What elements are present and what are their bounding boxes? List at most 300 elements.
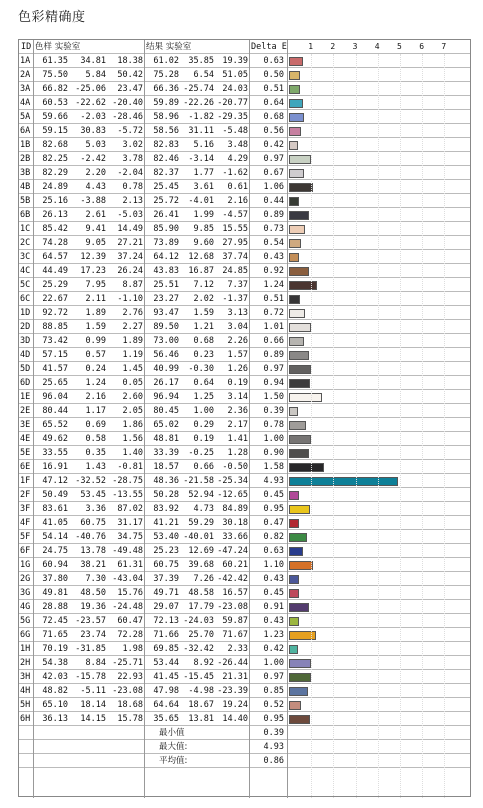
result-l: 35.65	[153, 714, 179, 724]
sample-b: 1.89	[122, 336, 143, 346]
patch-id: 2G	[20, 574, 31, 584]
delta-e-bar	[289, 421, 306, 430]
result-l: 41.45	[153, 672, 179, 682]
sample-a: 23.74	[80, 630, 106, 640]
sample-a: 1.59	[85, 322, 106, 332]
delta-e-value: 1.10	[263, 560, 284, 570]
result-a: 25.70	[188, 630, 214, 640]
result-a: 16.87	[188, 266, 214, 276]
delta-e-bar	[289, 449, 309, 458]
patch-id: 2H	[20, 658, 31, 668]
table-row	[19, 586, 470, 600]
result-a: -3.14	[188, 154, 214, 164]
summary-label: 平均值:	[159, 756, 188, 766]
sample-a: 0.58	[85, 434, 106, 444]
sample-a: 7.30	[85, 574, 106, 584]
delta-e-value: 0.66	[263, 336, 284, 346]
result-l: 47.98	[153, 686, 179, 696]
sample-l: 65.52	[42, 420, 68, 430]
result-l: 26.17	[153, 378, 179, 388]
table-row	[19, 530, 470, 544]
patch-id: 4D	[20, 350, 31, 360]
patch-id: 2A	[20, 70, 31, 80]
delta-e-value: 0.97	[263, 364, 284, 374]
patch-id: 2E	[20, 406, 31, 416]
delta-e-bar	[289, 267, 309, 276]
result-b: 0.19	[227, 378, 248, 388]
delta-e-value: 0.91	[263, 602, 284, 612]
patch-id: 6D	[20, 378, 31, 388]
result-b: -1.37	[222, 294, 248, 304]
result-l: 25.45	[153, 182, 179, 192]
patch-id: 6F	[20, 546, 31, 556]
result-a: 9.60	[193, 238, 214, 248]
delta-e-value: 4.93	[263, 476, 284, 486]
result-b: 19.24	[222, 700, 248, 710]
divider	[249, 40, 250, 798]
delta-e-bar	[289, 477, 398, 486]
sample-a: 1.24	[85, 378, 106, 388]
result-l: 80.45	[153, 406, 179, 416]
result-a: 8.92	[193, 658, 214, 668]
sample-l: 60.53	[42, 98, 68, 108]
result-a: 9.85	[193, 224, 214, 234]
result-a: 7.26	[193, 574, 214, 584]
sample-b: -5.72	[117, 126, 143, 136]
result-l: 82.83	[153, 140, 179, 150]
result-b: -25.34	[217, 476, 248, 486]
table-row	[19, 96, 470, 110]
result-l: 50.28	[153, 490, 179, 500]
table-row	[19, 376, 470, 390]
result-b: 84.89	[222, 504, 248, 514]
sample-l: 24.75	[42, 546, 68, 556]
table-row	[19, 292, 470, 306]
result-l: 56.46	[153, 350, 179, 360]
gridline	[356, 54, 357, 798]
sample-b: -5.03	[117, 210, 143, 220]
result-b: 1.26	[227, 364, 248, 374]
result-l: 49.71	[153, 588, 179, 598]
sample-a: 12.39	[80, 252, 106, 262]
result-b: -12.65	[217, 490, 248, 500]
delta-e-value: 0.45	[263, 490, 284, 500]
summary-row	[19, 754, 470, 768]
result-a: 1.21	[193, 322, 214, 332]
result-b: 37.74	[222, 252, 248, 262]
sample-a: 38.21	[80, 560, 106, 570]
delta-e-value: 0.92	[263, 266, 284, 276]
result-l: 29.07	[153, 602, 179, 612]
sample-l: 48.82	[42, 686, 68, 696]
axis-tick-label: 5	[397, 42, 402, 51]
table-row	[19, 600, 470, 614]
delta-e-value: 0.95	[263, 714, 284, 724]
result-a: 48.58	[188, 588, 214, 598]
result-b: -42.42	[217, 574, 248, 584]
sample-a: 18.14	[80, 700, 106, 710]
patch-id: 4E	[20, 434, 31, 444]
result-a: 12.68	[188, 252, 214, 262]
patch-id: 1A	[20, 56, 31, 66]
table-row	[19, 474, 470, 488]
result-l: 72.13	[153, 616, 179, 626]
gridline	[333, 54, 334, 798]
result-l: 48.81	[153, 434, 179, 444]
result-a: 7.12	[193, 280, 214, 290]
result-b: 2.26	[227, 336, 248, 346]
result-a: 39.68	[188, 560, 214, 570]
sample-l: 16.91	[42, 462, 68, 472]
sample-l: 74.28	[42, 238, 68, 248]
result-a: -4.01	[188, 196, 214, 206]
result-b: -20.77	[217, 98, 248, 108]
patch-id: 4A	[20, 98, 31, 108]
result-a: 5.16	[193, 140, 214, 150]
result-b: 2.16	[227, 196, 248, 206]
table-row	[19, 138, 470, 152]
sample-l: 54.38	[42, 658, 68, 668]
sample-b: -49.48	[112, 546, 143, 556]
result-a: -24.03	[183, 616, 214, 626]
sample-a: 60.75	[80, 518, 106, 528]
delta-e-bar	[289, 659, 311, 668]
sample-b: 1.86	[122, 420, 143, 430]
sample-a: -32.52	[75, 476, 106, 486]
result-l: 58.56	[153, 126, 179, 136]
result-a: -0.30	[188, 364, 214, 374]
result-b: 0.61	[227, 182, 248, 192]
result-a: -22.26	[183, 98, 214, 108]
sample-a: 8.84	[85, 658, 106, 668]
delta-e-value: 1.00	[263, 434, 284, 444]
result-b: 15.55	[222, 224, 248, 234]
sample-a: 9.41	[85, 224, 106, 234]
result-l: 48.36	[153, 476, 179, 486]
result-b: 24.85	[222, 266, 248, 276]
result-l: 66.36	[153, 84, 179, 94]
result-b: 14.40	[222, 714, 248, 724]
result-b: -1.62	[222, 168, 248, 178]
delta-e-bar	[289, 407, 298, 416]
table-row	[19, 278, 470, 292]
patch-id: 6A	[20, 126, 31, 136]
sample-a: 2.16	[85, 392, 106, 402]
table-row	[19, 698, 470, 712]
sample-a: -22.62	[75, 98, 106, 108]
delta-e-value: 0.68	[263, 112, 284, 122]
sample-l: 59.66	[42, 112, 68, 122]
result-l: 82.46	[153, 154, 179, 164]
patch-id: 1B	[20, 140, 31, 150]
result-l: 71.66	[153, 630, 179, 640]
delta-e-bar	[289, 645, 298, 654]
sample-a: 19.36	[80, 602, 106, 612]
result-b: -29.35	[217, 112, 248, 122]
delta-e-value: 0.89	[263, 350, 284, 360]
delta-e-value: 0.90	[263, 448, 284, 458]
table-row	[19, 306, 470, 320]
delta-e-bar	[289, 85, 300, 94]
delta-e-bar	[289, 99, 303, 108]
sample-l: 83.61	[42, 504, 68, 514]
result-b: 27.95	[222, 238, 248, 248]
sample-a: 9.05	[85, 238, 106, 248]
delta-e-value: 0.52	[263, 700, 284, 710]
table-row	[19, 68, 470, 82]
patch-id: 2B	[20, 154, 31, 164]
gridline	[311, 54, 312, 798]
patch-id: 3E	[20, 420, 31, 430]
delta-e-bar	[289, 169, 304, 178]
delta-e-value: 0.72	[263, 308, 284, 318]
result-b: 3.48	[227, 140, 248, 150]
sample-b: -2.04	[117, 168, 143, 178]
result-b: -4.57	[222, 210, 248, 220]
table-row	[19, 320, 470, 334]
summary-value: 0.39	[263, 728, 284, 738]
delta-e-bar	[289, 281, 317, 290]
patch-id: 3D	[20, 336, 31, 346]
sample-l: 57.15	[42, 350, 68, 360]
sample-a: -2.03	[80, 112, 106, 122]
sample-l: 59.15	[42, 126, 68, 136]
sample-a: 53.45	[80, 490, 106, 500]
delta-e-value: 0.63	[263, 56, 284, 66]
result-a: 0.29	[193, 420, 214, 430]
delta-e-bar	[289, 323, 311, 332]
patch-id: 4H	[20, 686, 31, 696]
patch-id: 5B	[20, 196, 31, 206]
result-a: 1.77	[193, 168, 214, 178]
sample-l: 61.35	[42, 56, 68, 66]
sample-b: -23.08	[112, 686, 143, 696]
result-b: 24.03	[222, 84, 248, 94]
result-b: -47.24	[217, 546, 248, 556]
result-l: 40.99	[153, 364, 179, 374]
result-b: 21.31	[222, 672, 248, 682]
result-b: 7.37	[227, 280, 248, 290]
summary-label: 最小值	[159, 728, 185, 738]
gridline	[444, 54, 445, 798]
axis-tick-label: 3	[352, 42, 358, 51]
axis-tick-label: 4	[374, 42, 380, 51]
table-row	[19, 264, 470, 278]
delta-e-value: 0.78	[263, 420, 284, 430]
divider	[144, 40, 145, 798]
sample-l: 65.10	[42, 700, 68, 710]
delta-e-value: 0.85	[263, 686, 284, 696]
table-row	[19, 180, 470, 194]
result-a: -15.45	[183, 672, 214, 682]
sample-a: 17.23	[80, 266, 106, 276]
result-a: 31.11	[188, 126, 214, 136]
result-b: 59.87	[222, 616, 248, 626]
result-l: 89.50	[153, 322, 179, 332]
sample-a: -25.06	[75, 84, 106, 94]
table-row	[19, 642, 470, 656]
patch-id: 2D	[20, 322, 31, 332]
result-a: 2.02	[193, 294, 214, 304]
result-l: 64.64	[153, 700, 179, 710]
sample-l: 66.82	[42, 84, 68, 94]
gridline	[400, 54, 401, 798]
sample-b: 2.76	[122, 308, 143, 318]
sample-b: -0.81	[117, 462, 143, 472]
table-row	[19, 614, 470, 628]
sample-l: 25.29	[42, 280, 68, 290]
patch-id: 1D	[20, 308, 31, 318]
delta-e-bar	[289, 687, 308, 696]
delta-e-bar	[289, 631, 316, 640]
result-l: 96.94	[153, 392, 179, 402]
delta-e-bar	[289, 393, 322, 402]
delta-e-bar	[289, 533, 307, 542]
delta-e-bar	[289, 71, 300, 80]
result-l: 82.37	[153, 168, 179, 178]
result-a: 18.67	[188, 700, 214, 710]
delta-e-value: 0.45	[263, 588, 284, 598]
result-b: -23.39	[217, 686, 248, 696]
table-row	[19, 670, 470, 684]
delta-e-value: 1.58	[263, 462, 284, 472]
table-row	[19, 432, 470, 446]
delta-e-value: 0.51	[263, 84, 284, 94]
result-b: 71.67	[222, 630, 248, 640]
sample-l: 72.45	[42, 616, 68, 626]
sample-l: 26.13	[42, 210, 68, 220]
sample-a: -23.57	[75, 616, 106, 626]
result-l: 65.02	[153, 420, 179, 430]
sample-b: 2.60	[122, 392, 143, 402]
sample-l: 36.13	[42, 714, 68, 724]
sample-b: 1.56	[122, 434, 143, 444]
result-l: 25.72	[153, 196, 179, 206]
delta-e-bar	[289, 57, 303, 66]
delta-e-value: 1.06	[263, 182, 284, 192]
result-b: 2.33	[227, 644, 248, 654]
result-l: 33.39	[153, 448, 179, 458]
sample-l: 42.03	[42, 672, 68, 682]
sample-l: 92.72	[42, 308, 68, 318]
sample-a: 30.83	[80, 126, 106, 136]
sample-l: 70.19	[42, 644, 68, 654]
sample-b: 1.40	[122, 448, 143, 458]
delta-e-bar	[289, 253, 299, 262]
patch-id: 5E	[20, 448, 31, 458]
delta-e-bar	[289, 183, 313, 192]
delta-e-value: 1.01	[263, 322, 284, 332]
sample-l: 60.94	[42, 560, 68, 570]
summary-row	[19, 726, 470, 740]
result-b: 2.36	[227, 406, 248, 416]
delta-e-bar	[289, 603, 309, 612]
delta-e-bar	[289, 337, 304, 346]
sample-b: 0.05	[122, 378, 143, 388]
sample-b: 8.87	[122, 280, 143, 290]
sample-a: 13.78	[80, 546, 106, 556]
sample-l: 82.68	[42, 140, 68, 150]
table-row	[19, 390, 470, 404]
sample-b: 23.47	[117, 84, 143, 94]
table-row	[19, 54, 470, 68]
sample-a: 0.99	[85, 336, 106, 346]
result-b: -5.48	[222, 126, 248, 136]
table-row	[19, 166, 470, 180]
patch-id: 5C	[20, 280, 31, 290]
delta-e-bar	[289, 295, 300, 304]
result-b: 60.21	[222, 560, 248, 570]
delta-e-value: 0.39	[263, 406, 284, 416]
patch-id: 1F	[20, 476, 31, 486]
sample-a: -5.11	[80, 686, 106, 696]
result-b: 3.13	[227, 308, 248, 318]
result-b: 51.05	[222, 70, 248, 80]
table-row	[19, 194, 470, 208]
table-row	[19, 684, 470, 698]
delta-e-value: 0.51	[263, 294, 284, 304]
result-l: 93.47	[153, 308, 179, 318]
result-l: 75.28	[153, 70, 179, 80]
result-a: 3.61	[193, 182, 214, 192]
sample-l: 47.12	[42, 476, 68, 486]
result-a: 0.66	[193, 462, 214, 472]
table-row	[19, 544, 470, 558]
table-row	[19, 488, 470, 502]
result-b: 1.57	[227, 350, 248, 360]
sample-b: -20.40	[112, 98, 143, 108]
result-l: 73.00	[153, 336, 179, 346]
sample-b: 2.13	[122, 196, 143, 206]
axis-tick-label: 7	[441, 42, 447, 51]
delta-e-bar	[289, 113, 304, 122]
result-l: 18.57	[153, 462, 179, 472]
delta-e-bar	[289, 505, 310, 514]
sample-a: -15.78	[75, 672, 106, 682]
sample-l: 96.04	[42, 392, 68, 402]
result-a: -21.58	[183, 476, 214, 486]
sample-b: 1.19	[122, 350, 143, 360]
sample-b: 60.47	[117, 616, 143, 626]
sample-a: -31.85	[75, 644, 106, 654]
result-a: 6.54	[193, 70, 214, 80]
table-row	[19, 334, 470, 348]
delta-e-bar	[289, 239, 301, 248]
sample-b: 3.78	[122, 154, 143, 164]
patch-id: 2C	[20, 238, 31, 248]
sample-a: 2.61	[85, 210, 106, 220]
sample-a: -2.42	[80, 154, 106, 164]
delta-e-value: 0.47	[263, 518, 284, 528]
sample-b: 50.42	[117, 70, 143, 80]
delta-e-bar	[289, 309, 305, 318]
result-a: 0.68	[193, 336, 214, 346]
delta-e-bar	[289, 673, 311, 682]
delta-e-value: 0.54	[263, 238, 284, 248]
delta-e-bar	[289, 211, 309, 220]
result-b: -23.08	[217, 602, 248, 612]
sample-a: 3.36	[85, 504, 106, 514]
sample-b: -13.55	[112, 490, 143, 500]
sample-l: 73.42	[42, 336, 68, 346]
result-a: -4.98	[188, 686, 214, 696]
result-b: 2.17	[227, 420, 248, 430]
result-a: 4.73	[193, 504, 214, 514]
result-a: -0.25	[188, 448, 214, 458]
result-l: 23.27	[153, 294, 179, 304]
sample-a: 0.35	[85, 448, 106, 458]
result-a: 35.85	[188, 56, 214, 66]
